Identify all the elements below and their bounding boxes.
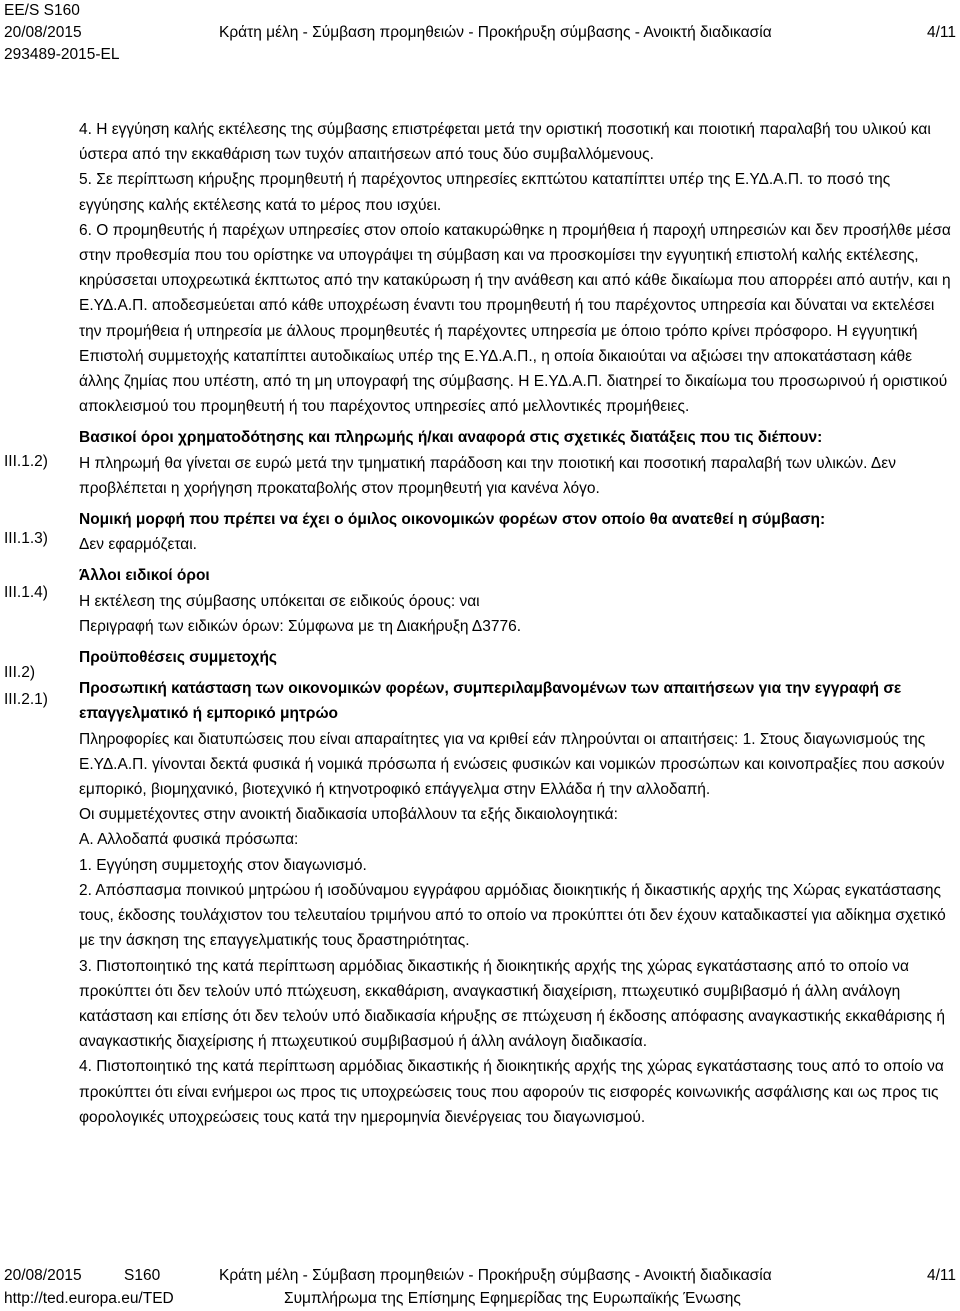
- section-heading-iii-2-1: Προσωπική κατάσταση των οικονομικών φορέων, συμπεριλαμβανομένων των απαιτήσεων για την εγγραφή σε επαγγελματικό ή εμπορικό μητρώο: [79, 680, 902, 723]
- header-page-number: 4/11: [926, 24, 956, 41]
- paragraph-5: 5. Σε περίπτωση κήρυξης προμηθευτή ή παρέχοντος υπηρεσίες εκπτώτου καταπίπτει υπέρ της Ε.ΥΔ.Α.Π. το ποσό της εγγύησης καλής εκτέλεσης κατά το μέρος που ισχύει.: [79, 171, 891, 214]
- section-heading-iii-1-3: Νομική μορφή που πρέπει να έχει ο όμιλος οικονομικών φορέων στον οποίο θα ανατεθεί η σύμβαση:: [79, 511, 826, 529]
- header-notice-id: 293489-2015-EL: [4, 46, 120, 63]
- footer-date: 20/08/2015: [4, 1267, 82, 1284]
- section-text-iii-1-3: Δεν εφαρμόζεται.: [79, 536, 197, 554]
- section-number-iii-1-3: III.1.3): [4, 530, 48, 547]
- section-text-iii-1-2: Η πληρωμή θα γίνεται σε ευρώ μετά την τμηματική παράδοση και την ποιοτική και ποσοτική παραλαβή των υλικών. Δεν προβλέπεται η χορήγηση προκαταβολής στον προμηθευτή για κανένα λόγο.: [79, 454, 896, 497]
- section-number-iii-1-4: III.1.4): [4, 584, 48, 601]
- section-text-iii-2-1-line: 1. Εγγύηση συμμετοχής στον διαγωνισμό.: [79, 856, 367, 874]
- section-heading-iii-1-4: Άλλοι ειδικοί όροι: [79, 567, 210, 585]
- section-heading-iii-1-2: Βασικοί όροι χρηματοδότησης και πληρωμής ή/και αναφορά στις σχετικές διατάξεις που τις διέπουν:: [79, 429, 823, 447]
- footer-page-number: 4/11: [926, 1267, 956, 1284]
- section-text-iii-2-1-line: Πληροφορίες και διατυπώσεις που είναι απαραίτητες για να κριθεί εάν πληρούνται οι απαιτήσεις: 1. Στους διαγωνισμούς της Ε.ΥΔ.Α.Π. γίνονται δεκτά φυσικά ή νομικά πρόσωπα ή ενώσεις φυσικών και νομικών προσώπων και κοινοπραξίες που ασκούν εμπορικό, βιομηχανικό, βιοτεχνικό ή κτηνοτροφικό επάγγελμα στην Ελλάδα ή την αλλοδαπή.: [79, 730, 945, 799]
- document-body: [79, 117, 951, 1130]
- section-text-iii-1-4-line1: Η εκτέλεση της σύμβασης υπόκειται σε ειδικούς όρους: ναι: [79, 592, 480, 610]
- section-text-iii-2-1-line: Α. Αλλοδαπά φυσικά πρόσωπα:: [79, 831, 299, 849]
- section-text-iii-2-1-line: Οι συμμετέχοντες στην ανοικτή διαδικασία υποβάλλουν τα εξής δικαιολογητικά:: [79, 806, 618, 824]
- header-date: 20/08/2015: [4, 24, 82, 41]
- section-text-iii-1-4-line2: Περιγραφή των ειδικών όρων: Σύμφωνα με τη Διακήρυξη Δ3776.: [79, 617, 522, 635]
- footer-title: Κράτη μέλη - Σύμβαση προμηθειών - Προκήρυξη σύμβασης - Ανοικτή διαδικασία: [219, 1267, 772, 1284]
- section-text-iii-2-1-line: 2. Απόσπασμα ποινικού μητρώου ή ισοδύναμου εγγράφου αρμόδιας διοικητικής ή δικαστικής αρχής της Χώρας εγκατάστασης τους, έκδοσης τουλάχιστον του τελευταίου τριμήνου από το οποίο να προκύπτει ότι δεν έχουν καταδικαστεί για αδίκημα σχετικό με την άσκηση της επαγγελματικής τους δραστηριότητας.: [79, 881, 946, 950]
- section-heading-iii-2: Προϋποθέσεις συμμετοχής: [79, 649, 277, 667]
- header-code: EE/S S160: [4, 2, 80, 19]
- section-text-iii-2-1-line: 3. Πιστοποιητικό της κατά περίπτωση αρμόδιας δικαστικής ή διοικητικής αρχής της χώρας εγκατάστασης από το οποίο να προκύπτει ότι δεν τελούν υπό πτώχευση, εκκαθάριση, αναγκαστική διαχείριση, πτωχευτικό συμβιβασμό ή άλλη ανάλογη κατάσταση και επίσης ότι δεν τελούν υπό διαδικασία κήρυξης σε πτώχευση ή έκδοσης απόφασης αναγκαστικής εκκαθάρισης ή αναγκαστικής διαχείρισης ή πτωχευτικού συμβιβασμού ή άλλη ανάλογη διαδικασία.: [79, 957, 945, 1051]
- paragraph-4: 4. Η εγγύηση καλής εκτέλεσης της σύμβασης επιστρέφεται μετά την οριστική ποσοτική και ποιοτική παραλαβή του υλικού και ύστερα από την εκκαθάριση των τυχόν απαιτήσεων από τους δύο συμβαλλόμενους.: [79, 121, 931, 164]
- header-title: Κράτη μέλη - Σύμβαση προμηθειών - Προκήρυξη σύμβασης - Ανοικτή διαδικασία: [219, 24, 772, 41]
- paragraph-6: 6. Ο προμηθευτής ή παρέχων υπηρεσίες στον οποίο κατακυρώθηκε η προμήθεια ή παροχή υπηρεσιών και δεν προσήλθε μέσα στην προθεσμία που του ορίστηκε να υπογράψει τη σύμβαση και να προσκομίσει την εγγυητική επιστολή καλής εκτέλεσης, κηρύσσεται υποχρεωτικά έκπτωτος από την κατακύρωση ή την ανάθεση και από κάθε δικαίωμα που απορρέει από αυτήν, και η Ε.ΥΔ.Α.Π. αποδεσμεύεται από κάθε υποχρέωση έναντι του προμηθευτή ή του παρέχοντος υπηρεσία και δύναται να εκτελέσει την προμήθεια ή υπηρεσία με άλλους προμηθευτές ή παρέχοντες υπηρεσία με όποιο τρόπο κρίνει πρόσφορο. Η εγγυητική Επιστολή συμμετοχής καταπίπτει αυτοδικαίως υπέρ της Ε.ΥΔ.Α.Π., η οποία δικαιούται να αξιώσει την αποκατάσταση κάθε άλλης ζημίας που υπέστη, από τη μη υπογραφή της σύμβασης. Η Ε.ΥΔ.Α.Π. διατηρεί το δικαίωμα του προσωρινού ή οριστικού αποκλεισμού του προμηθευτή ή του παρέχοντος υπηρεσίες από μελλοντικές προμήθειες.: [79, 221, 951, 416]
- section-text-iii-2-1-line: 4. Πιστοποιητικό της κατά περίπτωση αρμόδιας δικαστικής ή διοικητικής αρχής της χώρας εγκατάστασης τους από το οποίο να προκύπτει ότι είναι ενήμεροι ως προς τις υποχρεώσεις τους που αφορούν τις εισφορές κοινωνικής ασφάλισης και ως προς τις φορολογικές υποχρεώσεις τους κατά την ημερομηνία διενέργειας του διαγωνισμού.: [79, 1058, 944, 1126]
- footer-url-link[interactable]: http://ted.europa.eu/TED: [4, 1290, 174, 1307]
- footer-code: S160: [124, 1267, 161, 1284]
- section-number-iii-1-2: III.1.2): [4, 453, 48, 470]
- section-number-iii-2: III.2): [4, 664, 36, 681]
- section-number-iii-2-1: III.2.1): [4, 691, 48, 708]
- footer-supplement: Συμπλήρωμα της Επίσημης Εφημερίδας της Ευρωπαϊκής Ένωσης: [284, 1290, 741, 1307]
- page-footer: [4, 1264, 958, 1310]
- page-header: [4, 0, 958, 66]
